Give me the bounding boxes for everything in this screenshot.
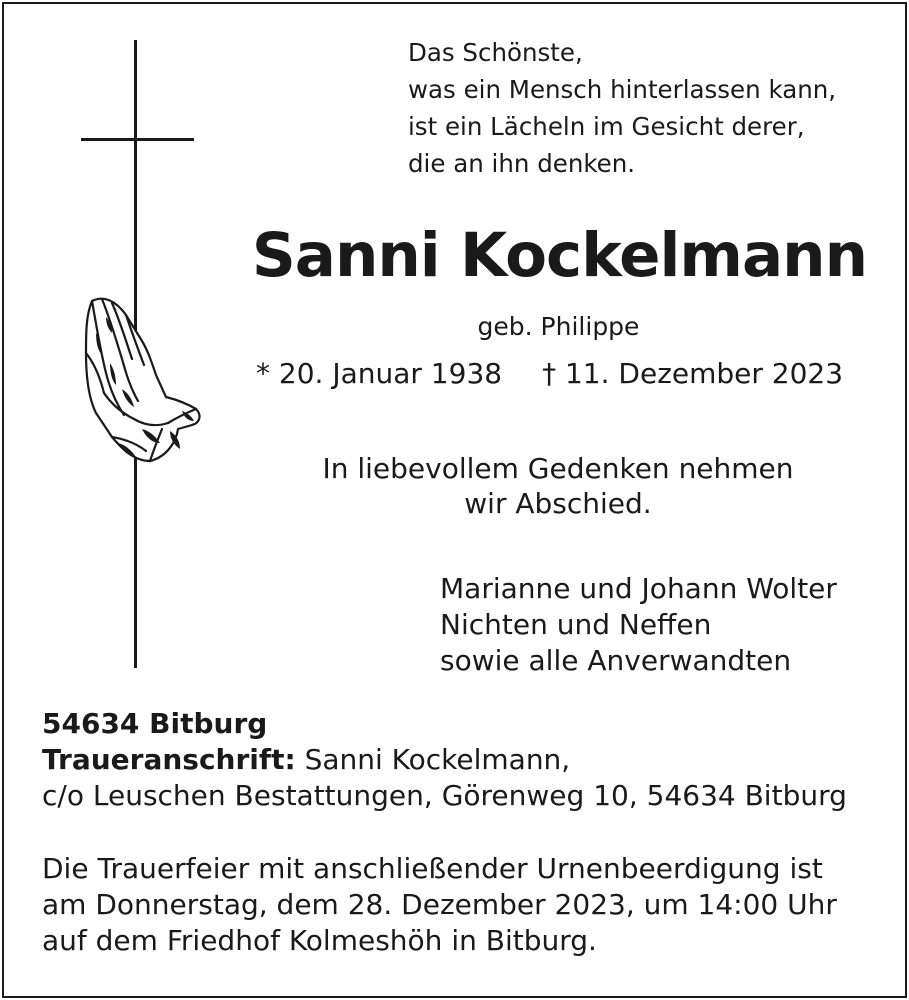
ceremony-line: Die Trauerfeier mit anschließender Urnenbeerdigung ist	[42, 852, 823, 885]
mourning-address	[42, 706, 847, 814]
mourner-line: Marianne und Johann Wolter	[440, 572, 837, 605]
address-street: c/o Leuschen Bestattungen, Görenweg 10, 54634 Bitburg	[42, 779, 847, 812]
birth-name: geb. Philippe	[477, 312, 640, 341]
death-date: † 11. Dezember 2023	[542, 357, 844, 390]
cross-horizontal-bar	[81, 138, 194, 141]
mourner-line: sowie alle Anverwandten	[440, 644, 792, 677]
poem-line: Das Schönste,	[408, 38, 583, 67]
farewell-line: In liebevollem Gedenken nehmen	[322, 452, 794, 485]
location: 54634 Bitburg	[42, 707, 268, 740]
ceremony-line: am Donnerstag, dem 28. Dezember 2023, um 14:00 Uhr	[42, 888, 837, 921]
life-dates	[256, 357, 843, 390]
poem-line: die an ihn denken.	[408, 149, 636, 178]
poem-line: ist ein Lächeln im Gesicht derer,	[408, 112, 805, 141]
address-recipient: Sanni Kockelmann,	[304, 743, 571, 776]
memorial-poem	[408, 34, 836, 182]
deceased-name: Sanni Kockelmann	[251, 220, 867, 291]
funeral-details	[42, 851, 837, 959]
address-label: Traueranschrift:	[42, 743, 296, 776]
poem-line: was ein Mensch hinterlassen kann,	[408, 75, 837, 104]
mourners-list	[440, 571, 837, 679]
mourner-line: Nichten und Neffen	[440, 608, 712, 641]
ceremony-line: auf dem Friedhof Kolmeshöh in Bitburg.	[42, 924, 597, 957]
birth-date: * 20. Januar 1938	[256, 357, 503, 390]
farewell-line: wir Abschied.	[464, 487, 652, 520]
farewell-text	[302, 451, 814, 521]
